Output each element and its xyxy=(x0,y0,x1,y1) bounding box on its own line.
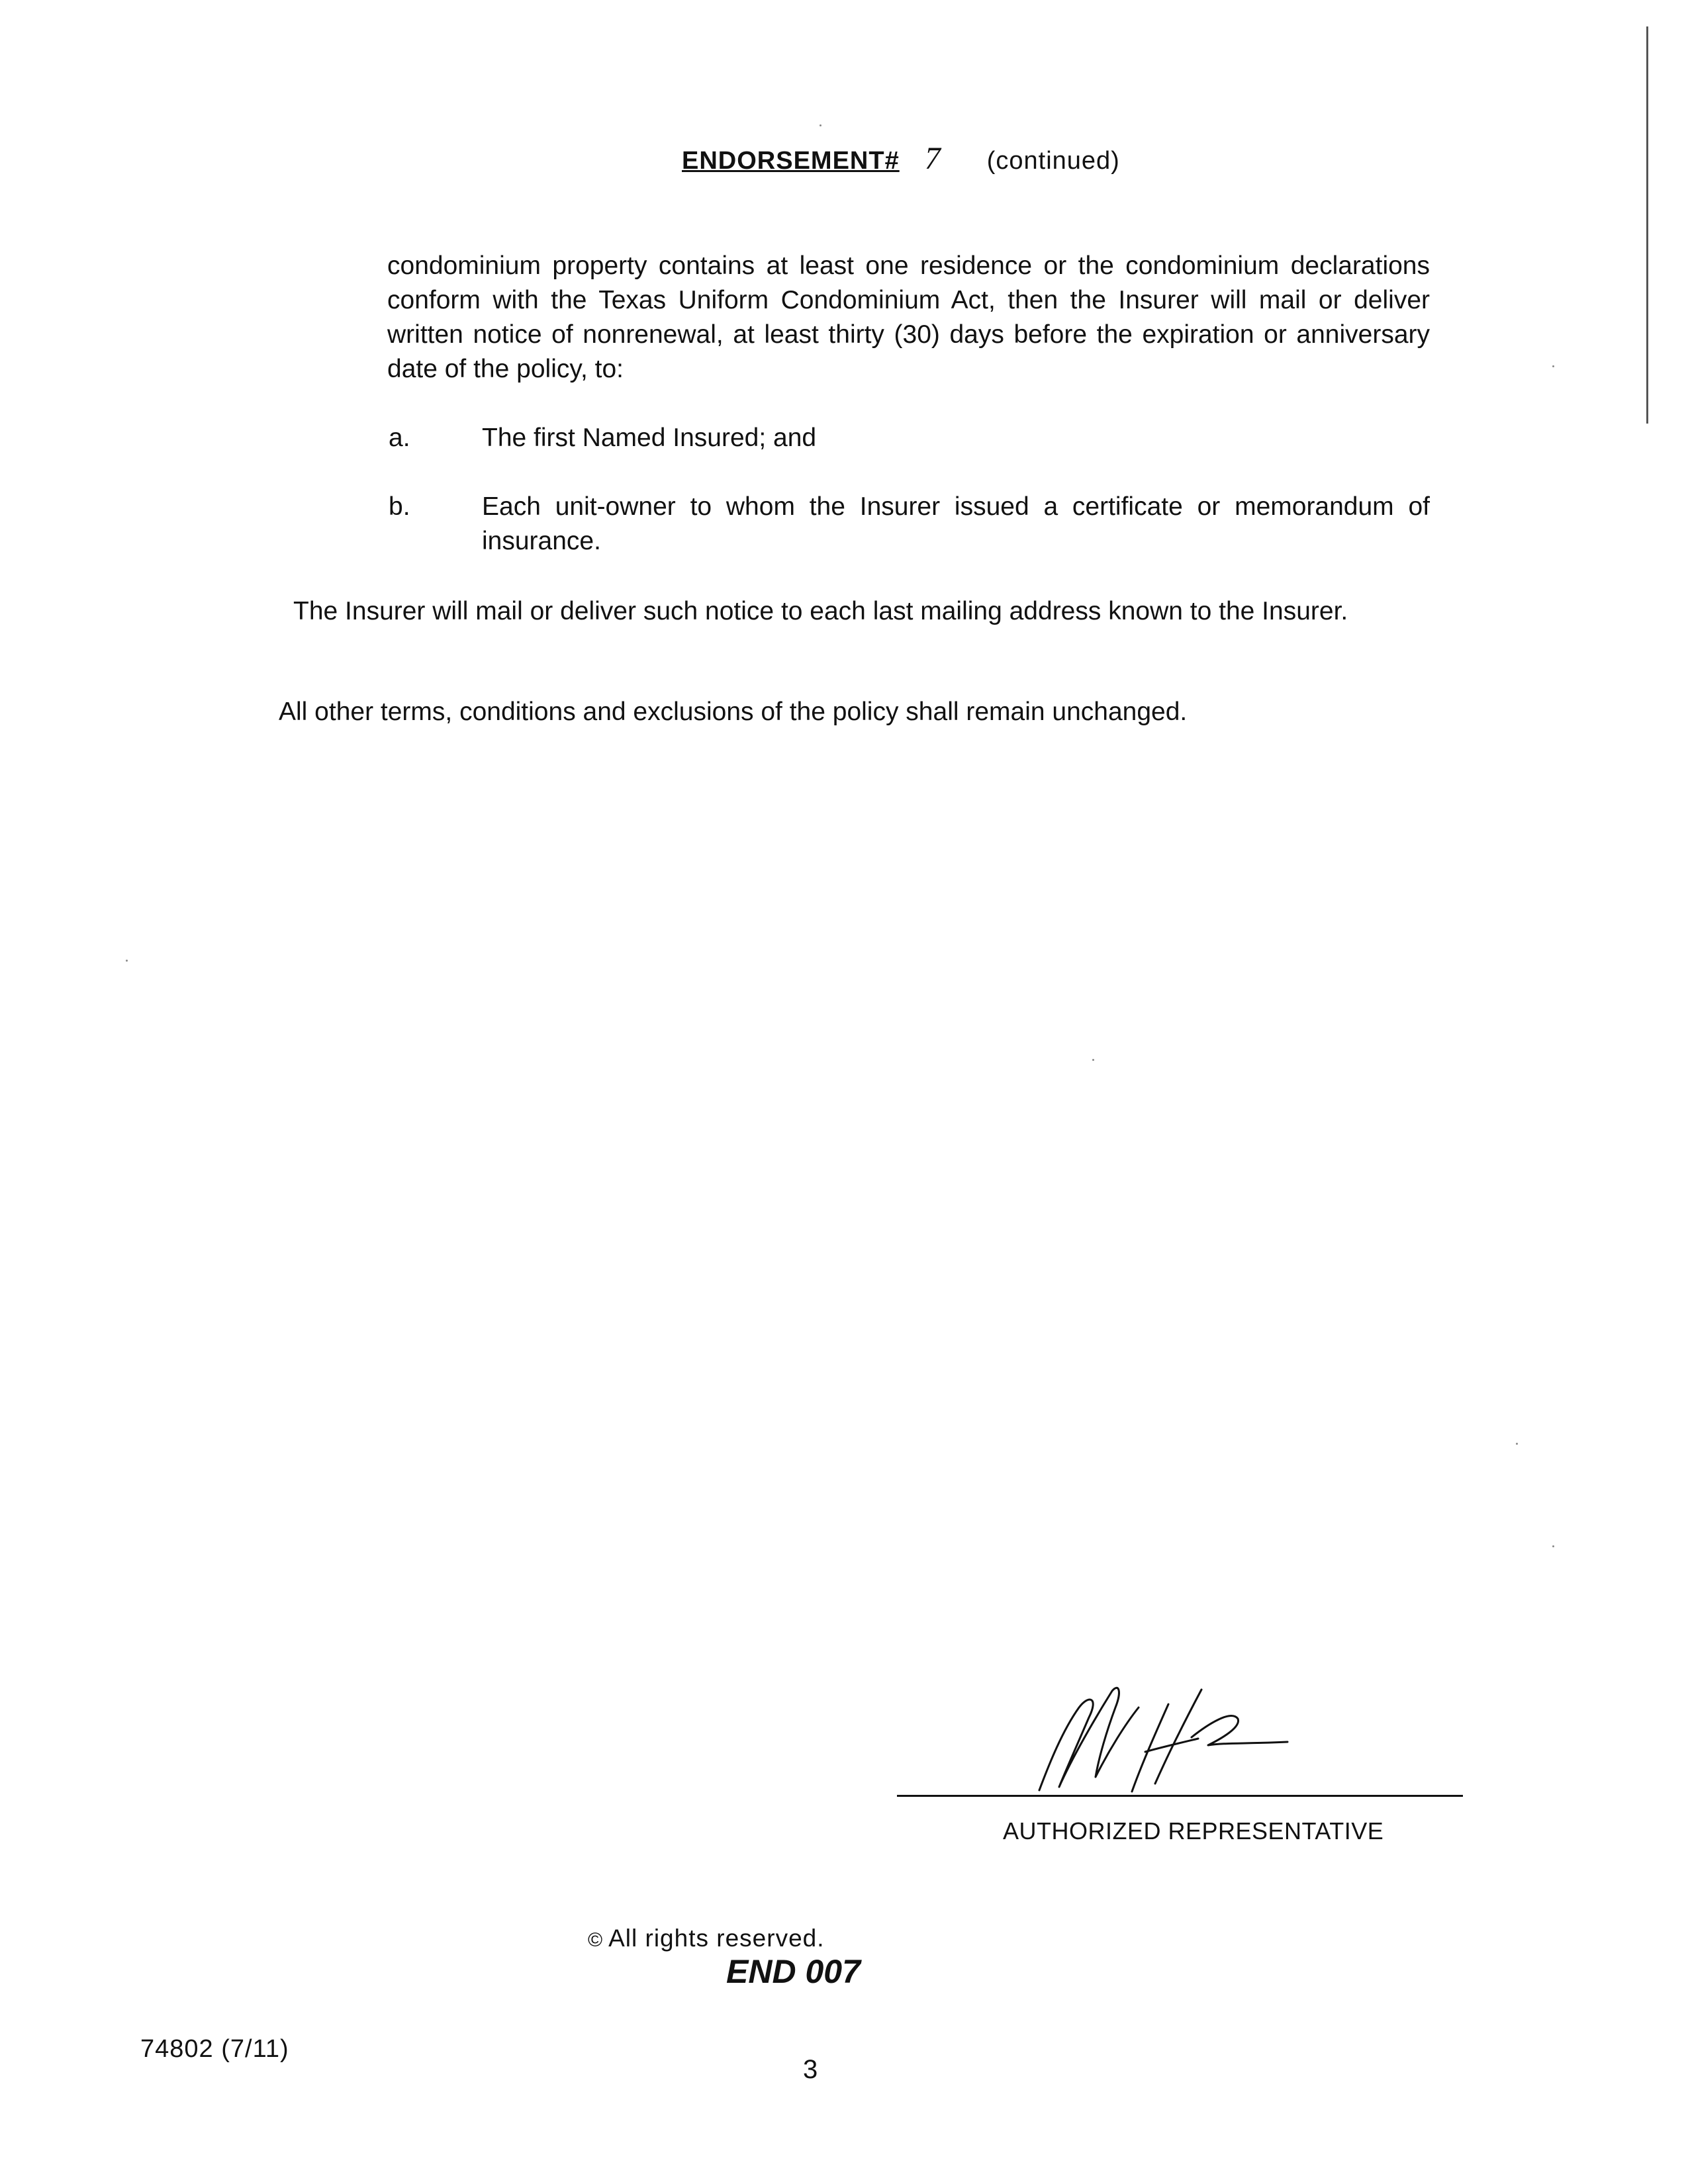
scan-speck xyxy=(820,124,821,126)
copyright-notice xyxy=(588,1925,825,1952)
list-item-text-b: Each unit-owner to whom the Insurer issued a certificate or memorandum of insurance. xyxy=(482,492,1430,555)
body-paragraph-3: All other terms, conditions and exclusions of the policy shall remain unchanged. xyxy=(279,698,1188,726)
rights-text: All rights reserved. xyxy=(608,1925,825,1952)
scan-speck xyxy=(1552,365,1554,367)
scan-speck xyxy=(126,960,128,962)
scan-edge-rule xyxy=(1646,26,1648,424)
signature-label: AUTHORIZED REPRESENTATIVE xyxy=(1003,1817,1384,1844)
signature-line xyxy=(897,1795,1463,1797)
endorsement-header xyxy=(682,140,1120,177)
scan-speck xyxy=(1516,1443,1518,1445)
form-number: 74802 (7/11) xyxy=(140,2035,289,2063)
scan-speck xyxy=(1092,1059,1094,1061)
list-item-marker-b: b. xyxy=(389,492,410,521)
scan-speck xyxy=(1552,1545,1554,1547)
continued-label: (continued) xyxy=(986,147,1120,175)
body-paragraph-1: condominium property contains at least one residence or the condominium declarations conform with the Texas Uniform Condominium Act, then the Insurer will mail or deliver written notice of nonrenewal, at least thirty (30) days before the expiration or anniversary date of the policy, to: xyxy=(387,251,1430,383)
body-paragraph-2: The Insurer will mail or deliver such notice to each last mailing address known to the Insurer. xyxy=(293,597,1348,625)
end-code: END 007 xyxy=(726,1953,861,1990)
handwritten-signature xyxy=(1033,1678,1297,1800)
list-item-text-a: The first Named Insured; and xyxy=(482,424,817,452)
list-item-marker-a: a. xyxy=(389,424,410,452)
copyright-icon: © xyxy=(588,1929,604,1951)
page-number: 3 xyxy=(803,2055,818,2084)
endorsement-title: ENDORSEMENT# xyxy=(682,147,900,175)
endorsement-number: 7 xyxy=(924,141,941,176)
